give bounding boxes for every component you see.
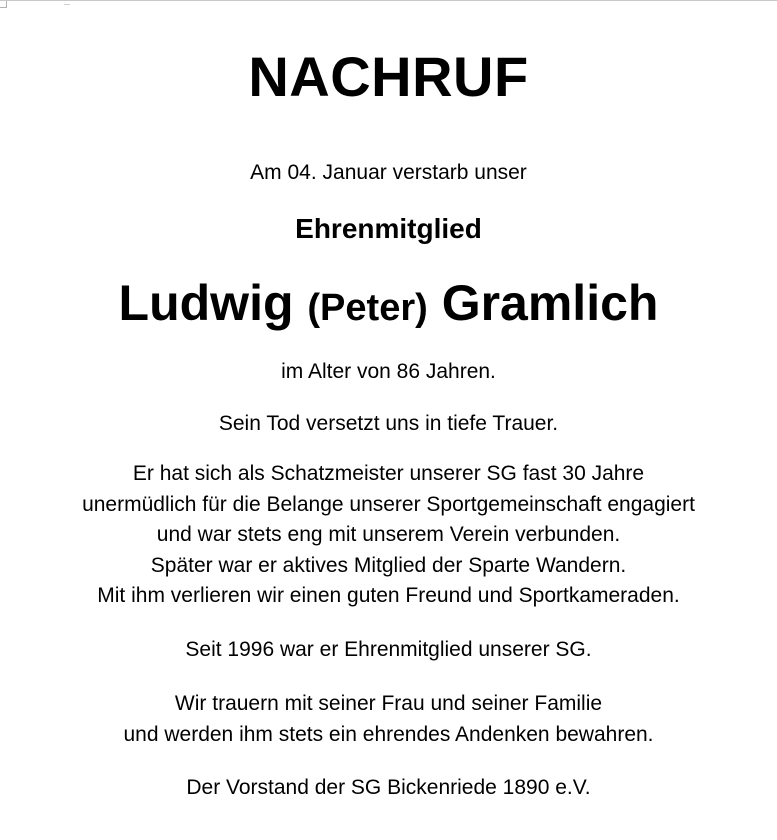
age-line: im Alter von 86 Jahren. <box>281 360 496 383</box>
obituary-title: NACHRUF <box>248 45 529 108</box>
nickname: (Peter) <box>307 287 428 329</box>
last-name: Gramlich <box>441 275 659 331</box>
first-name: Ludwig <box>118 275 294 331</box>
condolence-line: Wir trauern mit seiner Frau und seiner Familie <box>174 692 603 715</box>
tribute-line: Mit ihm verlieren wir einen guten Freund und Sportkameraden. <box>97 584 680 607</box>
member-status: Ehrenmitglied <box>295 213 482 244</box>
page-corner-mark <box>0 1 7 8</box>
page-edge-tick <box>64 1 70 5</box>
tribute-line: Später war er aktives Mitglied der Sparte Wandern. <box>150 553 627 577</box>
condolence-line: und werden ihm stets ein ehrendes Andenken bewahren. <box>123 722 654 746</box>
intro-line: Am 04. Januar verstarb unser <box>250 161 527 184</box>
deceased-name <box>0 271 777 340</box>
signature-line: Der Vorstand der SG Bickenriede 1890 e.V. <box>186 776 591 799</box>
tribute-line: Er hat sich als Schatzmeister unserer SG fast 30 Jahre <box>132 462 645 485</box>
tribute-paragraph <box>0 459 777 612</box>
tribute-line: unermüdlich für die Belange unserer Sportgemeinschaft engagiert <box>82 492 695 516</box>
condolence-paragraph <box>0 689 777 750</box>
grief-line: Sein Tod versetzt uns in tiefe Trauer. <box>218 412 559 435</box>
honor-line: Seit 1996 war er Ehrenmitglied unserer SG. <box>185 638 592 661</box>
tribute-line: und war stets eng mit unserem Verein verbunden. <box>156 523 621 546</box>
